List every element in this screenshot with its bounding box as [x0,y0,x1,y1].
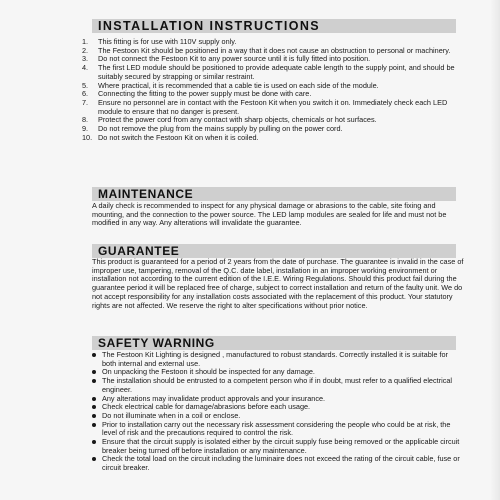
page-edge-shadow [490,0,500,500]
item-text: Do not remove the plug from the mains supply by pulling on the power cord. [98,124,343,134]
item-text: Do not switch the Festoon Kit on when it is coiled. [98,132,259,142]
item-number: 8. [82,115,89,125]
item-text: Check the total load on the circuit including the luminaire does not exceed the rating of the circuit cable, fuse or circuit breaker. [102,454,460,473]
list-item [88,377,462,394]
bullet-icon [92,405,96,409]
bullet-icon [92,414,96,418]
item-text: Ensure that the circuit supply is isolated either by the circuit supply fuse being removed or the applicable circuit breaker being turned off before installation or any maintenance. [102,437,460,455]
maintenance-text: A daily check is recommended to inspect for any physical damage or abrasions to the cable, site fixing and mounting, and the connection to the power source. The LED lamp modules are sealed for life and must not be modified in any way. Any alterations will invalidate the guarantee. [92,201,447,228]
guarantee-text: This product is guaranteed for a period of 2 years from the date of purchase. The guarantee is invalid in the case of improper use, tampering, removal of the Q.C. date label, installation in an improper working environment or installation not according to the current edition of the I.E.E. Wiring Regulations. Should this product fail during the guarantee period it will be replaced free of charge, subject to correct installation and return of the faulty unit. We do not accept responsibility for any installation costs associated with the replacement of this product. Your statutory rights are not affected. We reserve the right to alter specifications without prior notice. [92,257,464,310]
list-item [82,64,462,81]
item-text: The Festoon Kit Lighting is designed , manufactured to robust standards. Correctly installed it is suitable for both internal and external use. [102,350,448,368]
item-text: Check electrical cable for damage/abrasions before each usage. [102,402,311,412]
bullet-icon [92,370,96,374]
safety-heading: SAFETY WARNING [92,336,456,350]
list-item [88,455,462,472]
item-text: Protect the power cord from any contact with sharp objects, chemicals or hot surfaces. [98,115,377,125]
item-number: 2. [82,45,89,55]
item-text: The installation should be entrusted to a competent person who if in doubt, must refer to a qualified electrical engineer. [102,376,453,394]
item-text: This fitting is for use with 110V supply only. [98,37,237,46]
item-number: 3. [82,54,89,64]
item-text: Any alterations may invalidate product approvals and your insurance. [102,393,326,403]
item-number: 6. [82,89,89,99]
bullet-icon [92,379,96,383]
item-text: Connecting the fitting to the power supply must be done with care. [98,89,312,99]
maintenance-heading: MAINTENANCE [92,187,456,201]
bullet-icon [92,423,96,427]
item-number: 5. [82,80,89,90]
installation-list [82,38,462,142]
item-number: 1. [82,37,89,46]
item-text: Do not illuminate when in a coil or enclose. [102,410,241,420]
item-text: On unpacking the Festoon it should be inspected for any damage. [102,367,315,377]
item-text: Ensure no personnel are in contact with the Festoon Kit when you switch it on. Immediately check each LED module to ensure that no danger is present. [98,97,448,116]
item-number: 9. [82,124,89,134]
bullet-icon [92,440,96,444]
list-item [88,351,462,368]
item-text: Do not connect the Festoon Kit to any power source until it is fully fitted into position. [98,54,371,64]
item-number: 4. [82,63,89,73]
item-text: The Festoon Kit should be positioned in a way that it does not cause an obstruction to personal or machinery. [98,45,451,55]
item-number: 7. [82,97,89,107]
item-text: The first LED module should be positioned to provide adequate cable length to the supply point, and should be suitably secured by strapping or similar restraint. [98,63,455,81]
item-number: 10. [82,132,93,142]
safety-list [88,351,462,473]
list-item [88,438,462,455]
item-text: Prior to installation carry out the necessary risk assessment considering the people who could be at risk, the level of risk and the precautions required to control the risk. [102,419,451,438]
item-text: Where practical, it is recommended that a cable tie is used on each side of the module. [98,80,379,90]
installation-heading: INSTALLATION INSTRUCTIONS [92,19,456,33]
bullet-icon [92,397,96,401]
list-item [82,99,462,116]
bullet-icon [92,457,96,461]
list-item [88,421,462,438]
list-item [82,134,462,143]
bullet-icon [92,353,96,357]
guarantee-heading: GUARANTEE [92,244,456,258]
